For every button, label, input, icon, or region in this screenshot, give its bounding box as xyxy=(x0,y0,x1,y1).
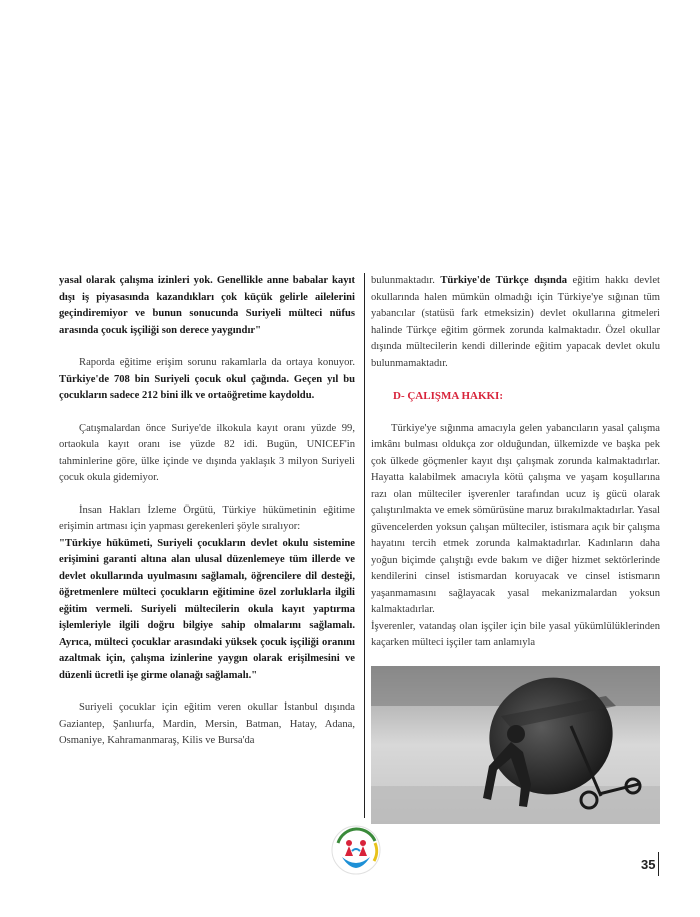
hrw-intro-paragraph: İnsan Hakları İzleme Örgütü, Türkiye hükümetinin eğitime erişimin artması için yapması gerekenleri şöyle sıralıyor: xyxy=(59,504,355,532)
turkish-education-text-b: eğitim hakkı devlet okullarında halen mümkün olmadığı için Türkiye'ye sığınan tüm yabancılar (statüsü fark etmeksizin) devlet okullarına gitmeleri halinde Türkçe eğitim görmek zorunda kalmaktadır. Özel okullar dışında mültecilerin kendi dillerinde eğitim yapacak devlet okulu bulunmamaktadır. xyxy=(371,275,660,369)
education-stats-paragraph xyxy=(59,355,355,405)
left-column xyxy=(59,273,355,750)
turkish-education-paragraph xyxy=(371,273,660,372)
schools-paragraph: Suriyeli çocuklar için eğitim veren okullar İstanbul dışında Gaziantep, Şanlıurfa, Mardin, Mersin, Batman, Hatay, Adana, Osmaniye, Kahramanmaraş, Kilis ve Bursa'da xyxy=(59,702,355,746)
employers-paragraph: İşverenler, vatandaş olan işçiler için bile yasal yükümlülüklerinden kaçarken mülteci işçiler tam anlamıyla xyxy=(371,620,660,648)
page-number: 35 xyxy=(641,857,656,872)
column-divider xyxy=(364,273,365,818)
prewar-enrollment-paragraph: Çatışmalardan önce Suriye'de ilkokula kayıt oranı yüzde 99, ortaokula kayıt oranı ise yüzde 82 idi. Bugün, UNICEF'in tahminlerine göre, ülke içinde ve dışında yaklaşık 3 milyon Suriyeli çocuk okula gidemiyor. xyxy=(59,422,355,483)
section-heading-work-right: D- ÇALIŞMA HAKKI: xyxy=(393,390,504,402)
photo-child-labor xyxy=(371,666,660,824)
quote-end-paragraph: yasal olarak çalışma izinleri yok. Genellikle anne babalar kayıt dışı iş piyasasında kazandıkları çok küçük gelirle ailelerini geçindiremiyor ve bunun sonucunda Suriyeli mülteci nüfus arasında çocuk işçiliği son derece yaygındır" xyxy=(59,275,355,336)
education-stats-highlight: Türkiye'de 708 bin Suriyeli çocuk okul çağında. Geçen yıl bu çocukların sadece 212 bini ilk ve ortaöğretime kaydoldu. xyxy=(59,373,355,401)
organization-logo xyxy=(330,823,382,877)
hrw-quote-paragraph: "Türkiye hükümeti, Suriyeli çocukların devlet okulu sistemine erişimini garanti altına alan ulusal düzenlemeye tüm illerde ve devlet okullarında uyulmasını sağlamalı, öğrencilere dil desteği, öğretmenlere mülteci çocukların eğitimine özel zorluklarla ilgili eğitim vermeli. Suriyeli mültecilerin okula kayıt yaptırma işlemleriyle ilgili doğru bilgiye sahip olmalarını sağlamalı. Ayrıca, mülteci çocuklar arasındaki yüksek çocuk işçiliği oranını azaltmak için, çalışma izinlerine yaygın olarak erişilmesini ve düzenli ücretli işe girme olanağı sağlamalı." xyxy=(59,537,355,681)
turkish-education-highlight: Türkiye'de Türkçe dışında xyxy=(440,275,568,286)
right-column xyxy=(371,273,660,652)
education-stats-text: Raporda eğitime erişim sorunu rakamlarla da ortaya konuyor. xyxy=(79,357,355,368)
work-right-paragraph: Türkiye'ye sığınma amacıyla gelen yabancıların yasal çalışma imkânı bulması oldukça zor olduğundan, ülkemizde ve başka pek çok ülkede göçmenler kayıt dışı çalışmak zorunda kalmaktadırlar. Hayatta kalabilmek amacıyla kötü çalışma ve yaşam koşullarına razı olan mülteciler işverenler tarafından ucuz iş gücü olarak çalıştırılmakta ve emek sömürüsüne maruz bırakılmaktadırlar. Yasal güvencelerden yoksun çalışan mülteciler, istismara açık bir çalışma hayatını tercih etmek zorunda kalmaktadırlar. Kadınların daha yoğun biçimde çalıştığı evde bakım ve diğer hizmet sektörlerinde kendilerini cinsel istismardan koruyacak ve cinsel istismarın yaşanmamasını sağlayacak yasal mekanizmalardan yoksun kalmaktadırlar. xyxy=(371,422,660,615)
turkish-education-text-a: bulunmaktadır. xyxy=(371,275,441,286)
page-number-bar xyxy=(658,852,659,876)
